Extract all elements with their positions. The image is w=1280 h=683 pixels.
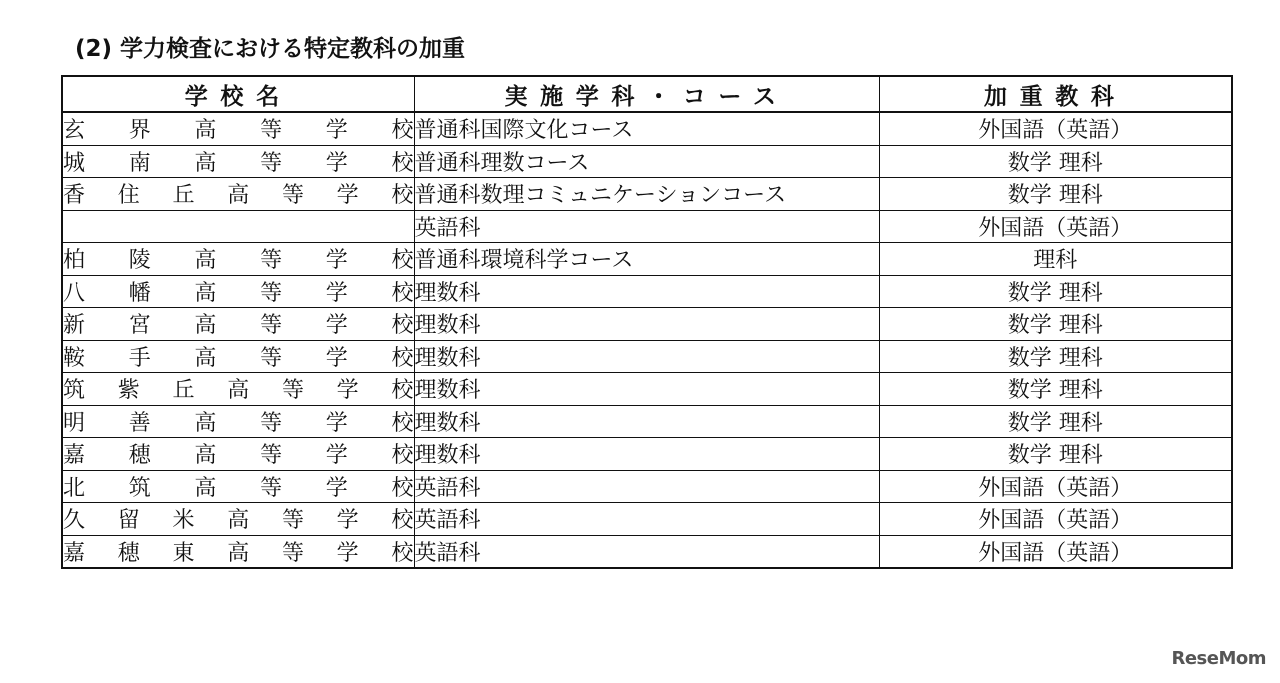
- table-row: [62, 438, 1232, 471]
- school-name-cell: [62, 178, 414, 211]
- course-cell: 理数科: [414, 405, 879, 438]
- weighted-subject-cell: 数学 理科: [879, 145, 1232, 178]
- table-row: [62, 373, 1232, 406]
- school-name: 新 宮 高 等 学 校: [63, 313, 414, 339]
- table-row: [62, 243, 1232, 276]
- school-name-cell: [62, 145, 414, 178]
- weighted-subject-cell: 外国語（英語）: [879, 503, 1232, 536]
- table-row: [62, 308, 1232, 341]
- school-name-cell: [62, 470, 414, 503]
- school-name-cell: [62, 535, 414, 568]
- school-name: 八 幡 高 等 学 校: [63, 280, 414, 306]
- school-name-cell: [62, 405, 414, 438]
- weighted-subject-cell: 数学 理科: [879, 373, 1232, 406]
- course-cell: 普通科国際文化コース: [414, 112, 879, 145]
- school-name-cell: [62, 112, 414, 145]
- course-cell: 理数科: [414, 373, 879, 406]
- school-name-cell: [62, 373, 414, 406]
- school-name-cell: [62, 243, 414, 276]
- course-cell: 普通科数理コミュニケーションコース: [414, 178, 879, 211]
- school-name: 筑 紫 丘 高 等 学 校: [63, 378, 414, 404]
- course-cell: 理数科: [414, 308, 879, 341]
- school-name: 香 住 丘 高 等 学 校: [63, 183, 414, 209]
- school-name: 明 善 高 等 学 校: [63, 410, 414, 436]
- table-row: [62, 340, 1232, 373]
- school-name: 嘉 穂 高 等 学 校: [63, 443, 414, 469]
- table-header-row: [62, 76, 1232, 112]
- header-weighted-subject: 加重教科: [879, 76, 1232, 112]
- course-cell: 英語科: [414, 503, 879, 536]
- table-row: [62, 112, 1232, 145]
- course-cell: 普通科環境科学コース: [414, 243, 879, 276]
- table-row: [62, 210, 1232, 243]
- weighted-subject-cell: 数学 理科: [879, 178, 1232, 211]
- resemom-logo: ReseMom: [1171, 648, 1266, 669]
- weighted-subject-cell: 理科: [879, 243, 1232, 276]
- school-name: 嘉 穂 東 高 等 学 校: [63, 540, 414, 566]
- weighted-subject-cell: 数学 理科: [879, 275, 1232, 308]
- school-name: 北 筑 高 等 学 校: [63, 475, 414, 501]
- table-row: [62, 178, 1232, 211]
- header-course: 実施学科・コース: [414, 76, 879, 112]
- school-name: 鞍 手 高 等 学 校: [63, 345, 414, 371]
- weighted-subject-cell: 数学 理科: [879, 405, 1232, 438]
- course-cell: 英語科: [414, 210, 879, 243]
- section-heading: (2) 学力検査における特定教科の加重: [75, 36, 466, 62]
- school-name: 玄 界 高 等 学 校: [63, 118, 414, 144]
- weighted-subject-cell: 外国語（英語）: [879, 210, 1232, 243]
- course-cell: 理数科: [414, 275, 879, 308]
- table-row: [62, 470, 1232, 503]
- school-name-cell: [62, 340, 414, 373]
- weighted-subject-cell: 数学 理科: [879, 438, 1232, 471]
- table-row: [62, 275, 1232, 308]
- weighted-subjects-table: [61, 75, 1233, 569]
- weighted-subject-cell: 数学 理科: [879, 308, 1232, 341]
- school-name-cell: [62, 275, 414, 308]
- table-row: [62, 405, 1232, 438]
- weighted-subject-cell: 外国語（英語）: [879, 535, 1232, 568]
- course-cell: 普通科理数コース: [414, 145, 879, 178]
- weighted-subject-cell: 数学 理科: [879, 340, 1232, 373]
- weighted-subject-cell: 外国語（英語）: [879, 470, 1232, 503]
- course-cell: 英語科: [414, 470, 879, 503]
- table-row: [62, 503, 1232, 536]
- table-row: [62, 535, 1232, 568]
- course-cell: 英語科: [414, 535, 879, 568]
- table-row: [62, 145, 1232, 178]
- school-name-cell: [62, 308, 414, 341]
- school-name-cell: [62, 438, 414, 471]
- course-cell: 理数科: [414, 340, 879, 373]
- school-name-cell: [62, 210, 414, 243]
- school-name: 久 留 米 高 等 学 校: [63, 508, 414, 534]
- header-school-name: 学校名: [62, 76, 414, 112]
- school-name-cell: [62, 503, 414, 536]
- school-name: 城 南 高 等 学 校: [63, 150, 414, 176]
- course-cell: 理数科: [414, 438, 879, 471]
- school-name: 柏 陵 高 等 学 校: [63, 248, 414, 274]
- weighted-subject-cell: 外国語（英語）: [879, 112, 1232, 145]
